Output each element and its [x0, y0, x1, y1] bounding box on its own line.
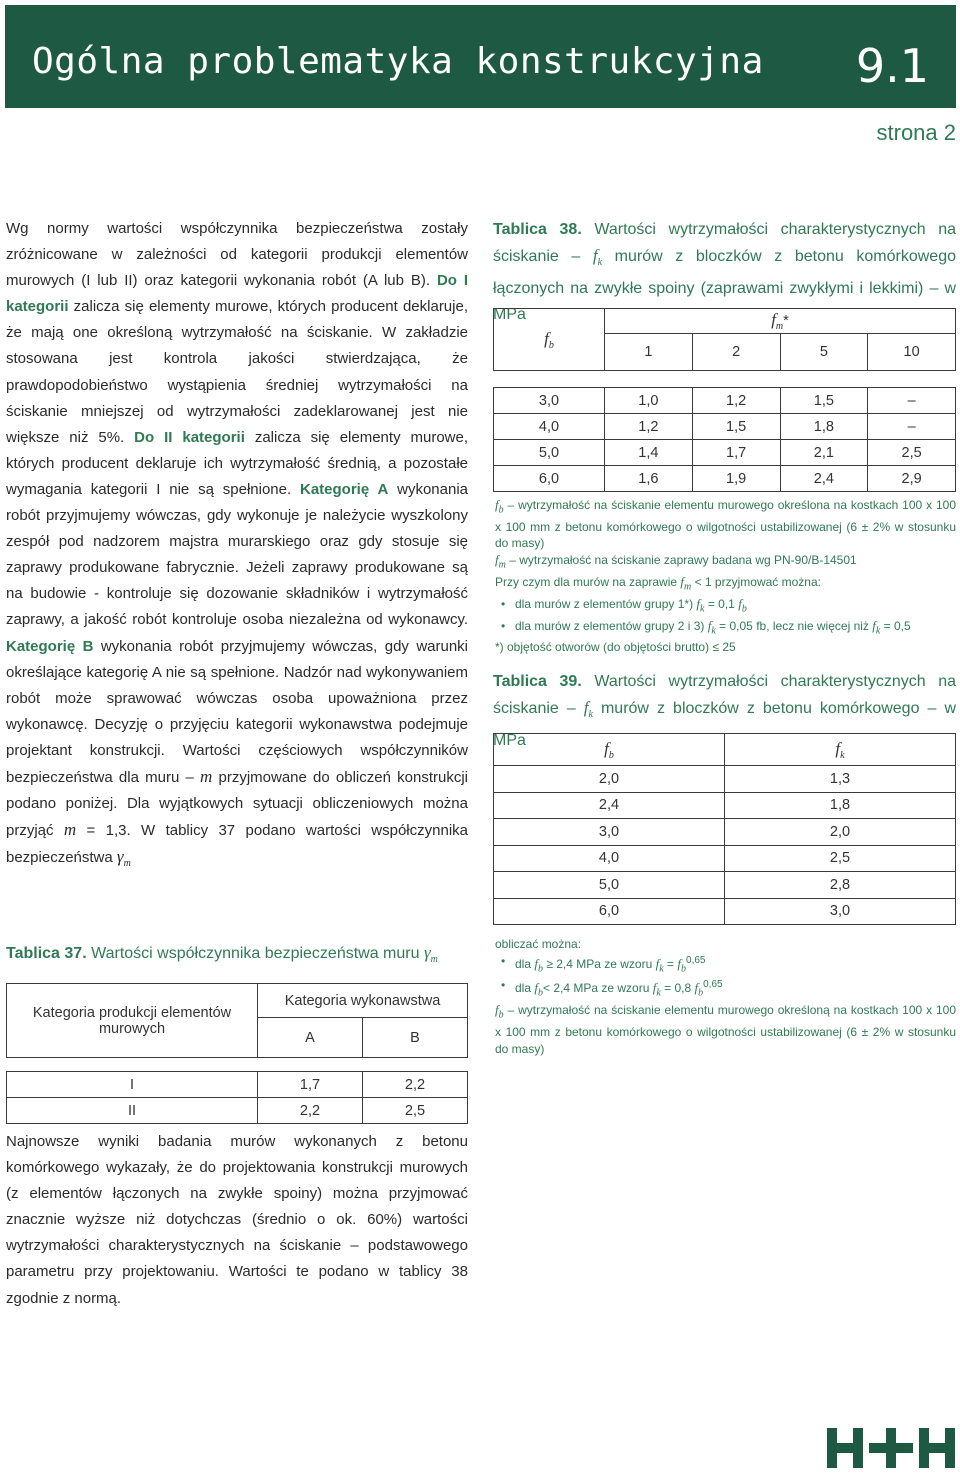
list-item: • dla murów z elementów grupy 1*) $f_k = 0,1$ $f_b$	[515, 596, 956, 618]
table39-header-fk: $f_k$	[725, 734, 956, 766]
table39-notes: obliczać można: • dla $f_b \ge 2,4$ MPa ze wzoru $f_k = f_b^{0,65}$ • dla $f_b< 2,4$ MPa ze wzoru $f_k = 0,8$ $f_b^{0,65}$ $f_b$ – wytrzymałość na ściskanie elementu murowego określoną na kostkach 100 x 100 x 100 mm z betonu komórkowego o wilgotności ustabilizowanej (6 ± 2% w stosunku do masy)	[495, 936, 956, 1057]
table-row: 2,4 1,8	[494, 792, 956, 819]
table38-caption: Tablica 38. Wartości wytrzymałości charakterystycznych na ściskanie – $f_k$ murów z bloczków z betonu komórkowego łączonych na zwykłe spoiny (zaprawami zwykłymi i lekkimi) – w MPa	[493, 221, 956, 324]
term-category-b: Kategorię B	[6, 637, 94, 655]
table-row: 5,0 1,4 1,7 2,1 2,5	[494, 440, 956, 466]
section-number: 9.1	[855, 39, 929, 93]
hh-logo	[827, 1428, 955, 1468]
table-row: 6,0 3,0	[494, 898, 956, 925]
table-row: 2,0 1,3	[494, 766, 956, 793]
table39	[493, 733, 956, 925]
table37-header-a: A	[258, 1018, 363, 1058]
table39-header-fb: $f_b$	[494, 734, 725, 766]
term-category-1: Do I kategorii	[6, 272, 468, 316]
table-row: 6,0 1,6 1,9 2,4 2,9	[494, 466, 956, 492]
table37	[6, 983, 468, 1124]
list-item: • dla murów z elementów grupy 2 i 3) $f_k = 0,05$ fb, lecz nie więcej niż $f_k = 0,5$	[515, 618, 956, 640]
table-row: 3,0 1,0 1,2 1,5 –	[494, 388, 956, 414]
table38-header-fb: $f_b$	[494, 309, 605, 371]
table-row: II 2,2 2,5	[7, 1098, 468, 1124]
table-row: 4,0 1,2 1,5 1,8 –	[494, 414, 956, 440]
paragraph: Wg normy wartości współczynnika bezpieczeństwa zostały zróżnicowane w zależności od kategorii produkcji elementów murowych (I lub II) oraz kategorii wykonania robót (A lub B). Do I kategorii zalicza się elementy murowe, których producent deklaruje, że mają one określoną wytrzymałość na ściskanie. W zakładzie stosowana jest kontrola jakości stwierdzająca, że prawdopodobieństwo wystąpienia średniej wytrzymałości na ściskanie mniejszej od wytrzymałości zadeklarowanej jest nie większe niż 5%. Do II kategorii zalicza się elementy murowe, których producent deklaruje ich wytrzymałość średnią, a pozostałe wymagania kategorii I nie są spełnione. Kategorię A wykonania robót przyjmujemy wówczas, gdy wykonuje je należycie wyszkolony zespół pod nadzorem majstra murarskiego oraz gdy stosuje się zaprawy produkowane fabrycznie. Jeżeli zaprawy produkowane są na budowie - kontroluje się dozowanie składników i wytrzymałość zaprawy, a jakość robót kontroluje osoba niezależna od wykonawcy. Kategorię B wykonania robót przyjmujemy wówczas, gdy warunki określające kategorię A nie są spełnione. Nadzór nad wykonywaniem robót może sprawować wówczas osoba upoważniona przez wykonawcę. Decyzję o przyjęciu kategorii wykonawstwa podejmuje projektant konstrukcji. Wartości częściowych współczynników bezpieczeństwa dla muru – m przyjmowane do obliczeń konstrukcji podano poniżej. Dla wyjątkowych sytuacji obliczeniowych można przyjąć m = 1,3. W tablicy 37 podano wartości współczynnika bezpieczeństwa $\gamma_m$	[6, 220, 469, 870]
table38: $f_b$ $f_m*$ 1 2 5 10 3,0 1,0 1,2 1,5 – 4,0 1,2 1,5 1,8 – 5,0 1,4 1,7 2,1 2,5 6,0 1,6 1,9 2,4 2,9	[493, 308, 956, 492]
page-number-label: strona 2	[876, 120, 956, 145]
table39-caption: Tablica 39. Wartości wytrzymałości charakterystycznych na ściskanie – $f_k$ murów z bloczków z betonu komórkowego – w MPa	[493, 673, 956, 750]
table37-header-production: Kategoria produkcji elementów murowych	[7, 984, 258, 1058]
table-row: 3,0 2,0	[494, 819, 956, 846]
table37-header-b: B	[363, 1018, 468, 1058]
page-title: Ogólna problematyka konstrukcyjna	[32, 41, 764, 82]
table-row: 4,0 2,5	[494, 845, 956, 872]
table37-header-execution: Kategoria wykonawstwa	[258, 984, 468, 1018]
term-category-a: Kategorię A	[299, 480, 389, 498]
bottom-paragraph: Najnowsze wyniki badania murów wykonanych z betonu komórkowego wykazały, że do projektowania konstrukcji murowych (z elementów łączonych na zwykłe spoiny) można przyjmować znacznie wyższe niż dotychczas (średnio o ok. 60%) wartości wytrzymałości charakterystycznych na ściskanie – podstawowego parametru przy projektowaniu. Wartości te podano w tablicy 38 zgodnie z normą.	[6, 1133, 468, 1307]
table38-notes: $f_b$ – wytrzymałość na ściskanie elementu murowego określona na kostkach 100 x 100 x 100 mm z betonu komórkowego o wilgotności ustabilizowanej (6 ± 2% w stosunku do masy) $f_m$ – wytrzymałość na ściskanie zaprawy badana wg PN-90/B-14501 Przy czym dla murów na zaprawie $f_m < 1$ przyjmować można: • dla murów z elementów grupy 1*) $f_k = 0,1$ $f_b$ • dla murów z elementów grupy 2 i 3) $f_k = 0,05$ fb, lecz nie więcej niż $f_k = 0,5$ *) objętość otworów (do objętości brutto) ≤ 25	[495, 497, 956, 656]
table38-header-fm: $f_m*$	[605, 309, 956, 334]
table37-caption: Tablica 37. Wartości współczynnika bezpieczeństwa muru $\gamma_m$	[6, 943, 438, 966]
left-column-text	[6, 216, 468, 877]
table-row: 5,0 2,8	[494, 872, 956, 899]
term-category-2: Do II kategorii	[134, 428, 245, 446]
page-header	[5, 5, 956, 108]
list-item: • dla $f_b< 2,4$ MPa ze wzoru $f_k = 0,8$ $f_b^{0,65}$	[515, 977, 956, 1002]
list-item: • dla $f_b \ge 2,4$ MPa ze wzoru $f_k = f_b^{0,65}$	[515, 953, 956, 978]
table-row: I 1,7 2,2	[7, 1072, 468, 1098]
